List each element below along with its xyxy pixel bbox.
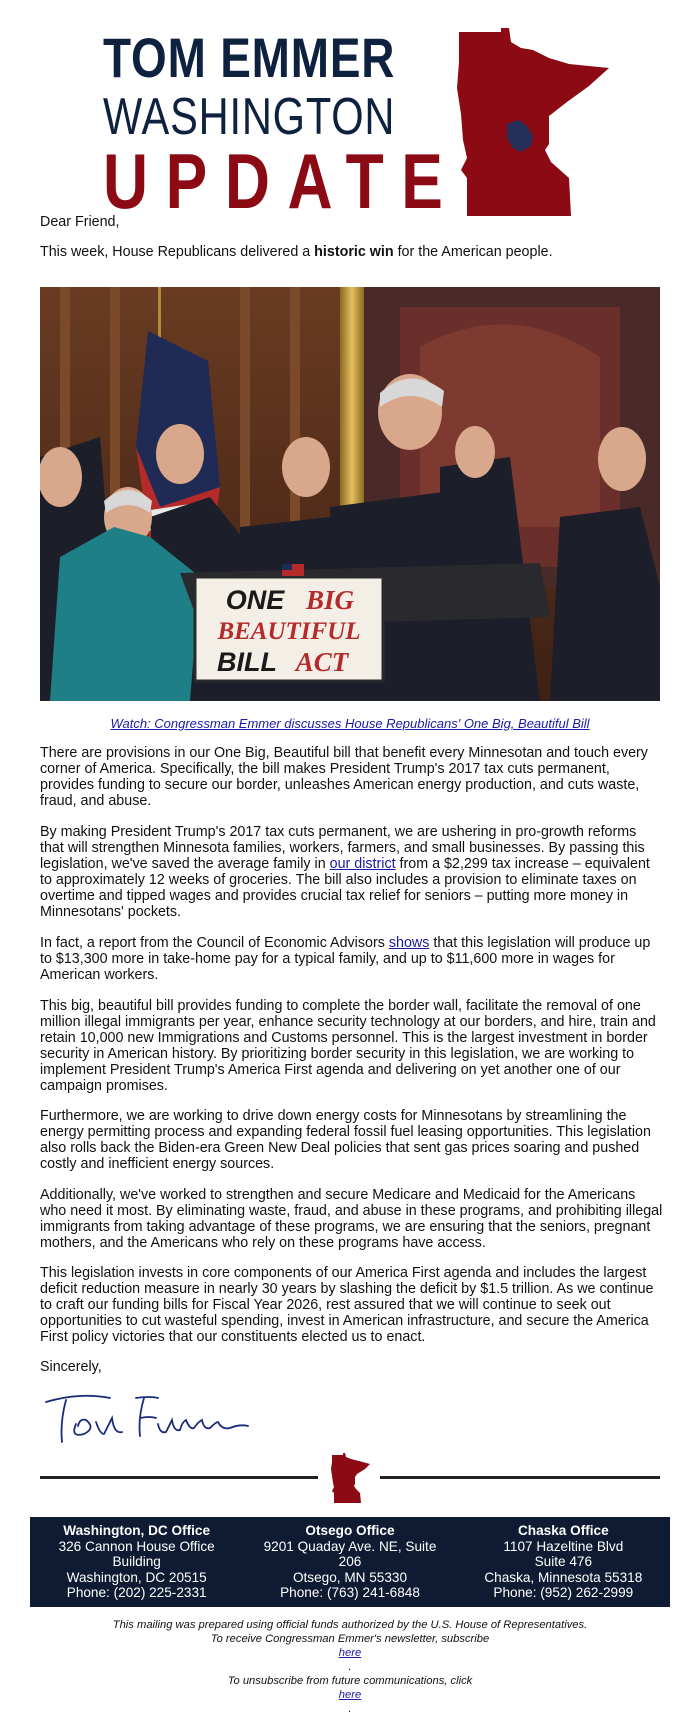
shows-link[interactable]: shows <box>388 935 430 951</box>
minnesota-divider-icon <box>329 1453 371 1503</box>
podium-text-one: ONE <box>225 585 285 615</box>
header-title-name: TOM EMMER <box>103 26 396 89</box>
office-line: Building <box>112 1554 161 1569</box>
our-district-link[interactable]: our district <box>329 856 396 872</box>
subscribe-link[interactable]: here <box>338 1647 362 1659</box>
newsletter-header <box>0 0 700 225</box>
podium-text-beautiful: BEAUTIFUL <box>217 618 361 645</box>
header-title-washington: WASHINGTON <box>103 88 396 146</box>
intro-bold: historic win <box>314 244 394 260</box>
podium-text-act: ACT <box>295 647 349 677</box>
press-conference-photo[interactable] <box>40 287 660 701</box>
paragraph-3-text: In fact, a report from the Council of Economic Advisors <box>40 935 389 951</box>
podium-text-bill: BILL <box>217 647 277 677</box>
office-name: Chaska Office <box>517 1523 609 1538</box>
subscribe-text: To receive Congressman Emmer's newsletter, subscribe <box>210 1633 490 1645</box>
subscribe-line <box>0 1632 700 1674</box>
office-phone: Phone: (202) 225-2331 <box>66 1585 207 1600</box>
minnesota-map-icon <box>449 28 611 216</box>
paragraph-4: This big, beautiful bill provides funding to complete the border wall, facilitate the removal of one million illegal immigrants per year, enhance security technology at our borders, and hire, train and retain 10,000 new Immigrations and Customs personnel. This is the largest investment in border security in American history. By prioritizing border security in this legislation, we are working to implement President Trump's America First agenda and delivering on yet another one of our campaign promises. <box>40 998 656 1094</box>
office-phone: Phone: (763) 241-6848 <box>280 1585 420 1600</box>
paragraph-1: There are provisions in our One Big, Beautiful bill that benefit every Minnesotan and touch every corner of America. Specifically, the bill makes President Trump's 2017 tax cuts permanent, provides funding to secure our border, unleashes American energy production, and cuts waste, fraud, and abuse. <box>40 745 648 809</box>
office-line: 206 <box>338 1554 362 1569</box>
paragraph-3-text-end: that this legislation will produce up to $13,300 more in take-home pay for a typical family, and up to $11,600 more in wages for American workers. <box>40 935 651 983</box>
unsubscribe-text-end: . <box>348 1703 352 1715</box>
unsubscribe-link[interactable]: here <box>338 1689 362 1701</box>
office-otsego <box>243 1517 456 1607</box>
podium-text-big: BIG <box>305 585 355 615</box>
office-phone: Phone: (952) 262-2999 <box>493 1585 634 1600</box>
unsubscribe-line <box>0 1674 700 1716</box>
video-caption-link[interactable]: Watch: Congressman Emmer discusses House Republicans' One Big, Beautiful Bill <box>110 716 590 731</box>
paragraph-6: Additionally, we've worked to strengthen and secure Medicare and Medicaid for the Americans who need it most. By eliminating waste, fraud, and abuse in these programs, and prohibiting illegal immigrants from taking advantage of these programs, we are ensuring that the seniors, pregnant mothers, and the Americans who rely on these programs have access. <box>40 1187 663 1251</box>
paragraph-2 <box>40 824 664 920</box>
footer-divider-left <box>40 1476 318 1479</box>
office-washington <box>30 1517 243 1607</box>
subscribe-text-end: . <box>348 1661 352 1673</box>
photo-illustration <box>40 287 660 701</box>
office-line: Chaska, Minnesota 55318 <box>484 1569 643 1585</box>
office-chaska <box>457 1517 670 1607</box>
paragraph-7: This legislation invests in core components of our America First agenda and includes the largest deficit reduction measure in nearly 30 years by slashing the deficit by $1.5 trillion. As we continue to craft our funding bills for Fiscal Year 2026, rest assured that we will continue to seek out opportunities to cut wasteful spending, invest in American infrastructure, and secure the America First policy victories that our constituents elected us to enact. <box>40 1265 654 1345</box>
footer-divider-right <box>380 1476 660 1479</box>
closing: Sincerely, <box>40 1359 102 1375</box>
paragraph-3 <box>40 935 664 983</box>
office-addresses <box>30 1517 670 1607</box>
office-name: Washington, DC Office <box>63 1523 211 1538</box>
greeting: Dear Friend, <box>40 214 120 230</box>
paragraph-5: Furthermore, we are working to drive down energy costs for Minnesotans by streamlining the energy permitting process and expanding federal fossil fuel leasing opportunities. This legislation also rolls back the Biden-era Green New Deal policies that sent gas prices soaring and pushed costly and inefficient energy sources. <box>40 1108 651 1172</box>
header-title-update: UPDATE <box>103 137 461 225</box>
office-line: Otsego, MN 55330 <box>292 1569 408 1585</box>
office-line: 1107 Hazeltine Blvd <box>503 1538 624 1554</box>
paragraph-2-text: By making President Trump's 2017 tax cuts permanent, we are ushering in pro-growth reforms that will strengthen Minnesota families, workers, farmers, and small businesses. By passing this legislation, we've saved the average family in <box>40 824 645 872</box>
office-line: Washington, DC 20515 <box>66 1569 207 1585</box>
office-name: Otsego Office <box>305 1523 395 1538</box>
video-caption <box>0 716 700 731</box>
office-line: 9201 Quaday Ave. NE, Suite <box>263 1538 437 1554</box>
office-line: Suite 476 <box>534 1554 593 1569</box>
signature-image <box>40 1388 260 1448</box>
intro-text-end: for the American people. <box>393 244 553 260</box>
intro-paragraph <box>40 244 664 260</box>
intro-text: This week, House Republicans delivered a <box>40 244 315 260</box>
office-line: 326 Cannon House Office <box>58 1538 215 1554</box>
legal-footer <box>0 1618 700 1716</box>
official-funds-notice: This mailing was prepared using official funds authorized by the U.S. House of Representatives. <box>112 1619 588 1631</box>
paragraph-2-text-end: from a $2,299 tax increase – equivalent to approximately 12 weeks of groceries. The bill also includes a provision to eliminate taxes on overtime and tipped wages and provides crucial tax relief for seniors – putting more money in Minnesotans' pockets. <box>40 856 650 920</box>
unsubscribe-text: To unsubscribe from future communications, click <box>227 1675 473 1687</box>
